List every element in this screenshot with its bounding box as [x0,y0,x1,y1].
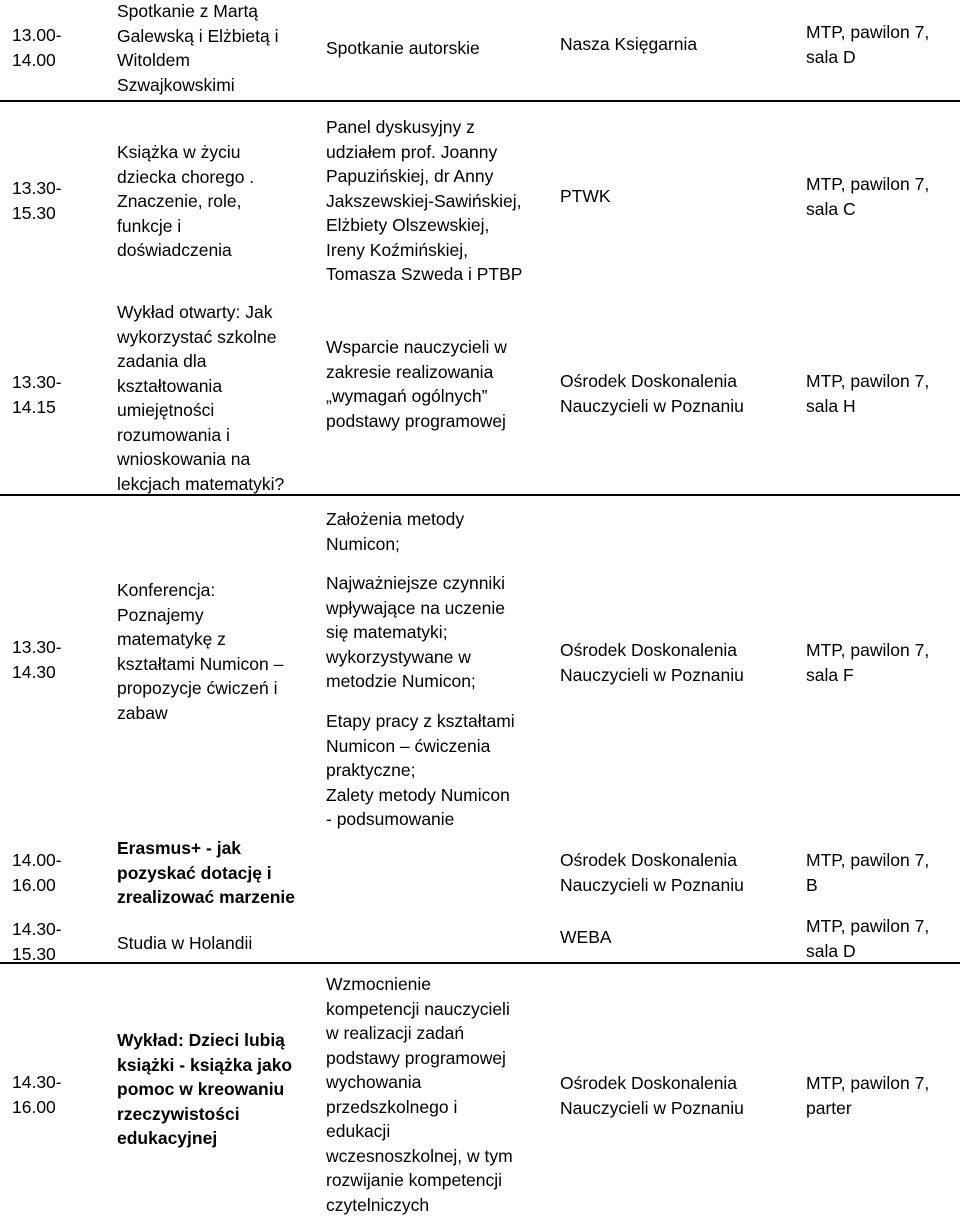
location: MTP, pawilon 7, sala D [806,916,930,961]
organizer: Ośrodek Doskonalenia Nauczycieli w Poznaniu [560,850,744,895]
event-title: Studia w Holandii [117,933,253,953]
event-title: Konferencja: Poznajemy matematykę z kształtami Numicon – propozycje ćwiczeń i zabaw [117,580,284,723]
event-title: Erasmus+ - jak pozyskać dotację i zrealizować marzenie [117,838,295,907]
table-row [0,290,960,496]
table-row [0,916,960,964]
event-description: Etapy pracy z kształtami Numicon – ćwiczenia praktyczne; Zalety metody Numicon - podsumowanie [326,711,515,829]
event-title: Wykład: Dzieci lubią książki - książka jako pomoc w kreowaniu rzeczywistości edukacyjnej [117,1030,293,1148]
location: MTP, pawilon 7, sala F [806,640,930,685]
table-row [0,496,960,836]
table-row [0,964,960,1226]
organizer: Ośrodek Doskonalenia Nauczycieli w Poznaniu [560,640,744,685]
event-description: Najważniejsze czynniki wpływające na uczenie się matematyki; wykorzystywane w metodzie Numicon; [326,573,505,691]
event-description: Wzmocnienie kompetencji nauczycieli w realizacji zadań podstawy programowej wychowania przedszkolnego i edukacji wczesnoszkolnej, w tym rozwijanie kompetencji czytelniczych [326,974,513,1215]
event-title: Spotkanie z Martą Galewską i Elżbietą i Witoldem Szwajkowskimi [117,1,279,95]
time-cell: 14.30- 16.00 [12,1072,62,1117]
time-cell: 14.00- 16.00 [12,850,62,895]
table-row [0,0,960,102]
time-cell: 13.30- 14.30 [12,637,62,682]
organizer: Nasza Księgarnia [560,34,698,54]
location: MTP, pawilon 7, sala H [806,371,930,416]
event-description: Założenia metody Numicon; [326,509,465,554]
location: MTP, pawilon 7, sala D [806,22,930,67]
table-row [0,102,960,290]
event-description: Wsparcie nauczycieli w zakresie realizowania „wymagań ogólnych” podstawy programowej [326,337,507,431]
location: MTP, pawilon 7, sala C [806,174,930,219]
time-cell: 14.30- 15.30 [12,919,62,964]
time-cell: 13.30- 15.30 [12,178,62,223]
table-row [0,836,960,920]
event-title: Książka w życiu dziecka chorego . Znaczenie, role, funkcje i doświadczenia [117,142,255,260]
time-cell: 13.00- 14.00 [12,25,62,70]
event-title: Wykład otwarty: Jak wykorzystać szkolne zadania dla kształtowania umiejętności rozumowania i wnioskowania na lekcjach matematyki? [117,302,285,494]
event-description: Spotkanie autorskie [326,38,480,58]
event-description: Panel dyskusyjny z udziałem prof. Joanny Papuzińskiej, dr Anny Jakszewskiej-Sawińskiej, Elżbiety Olszewskiej, Ireny Koźmińskiej, Tomasza Szweda i PTBP [326,117,523,284]
organizer: Ośrodek Doskonalenia Nauczycieli w Poznaniu [560,1073,744,1118]
location: MTP, pawilon 7, B [806,850,930,895]
organizer: PTWK [560,186,611,206]
time-cell: 13.30- 14.15 [12,372,62,417]
organizer: Ośrodek Doskonalenia Nauczycieli w Poznaniu [560,371,744,416]
organizer: WEBA [560,927,612,947]
location: MTP, pawilon 7, parter [806,1073,930,1118]
